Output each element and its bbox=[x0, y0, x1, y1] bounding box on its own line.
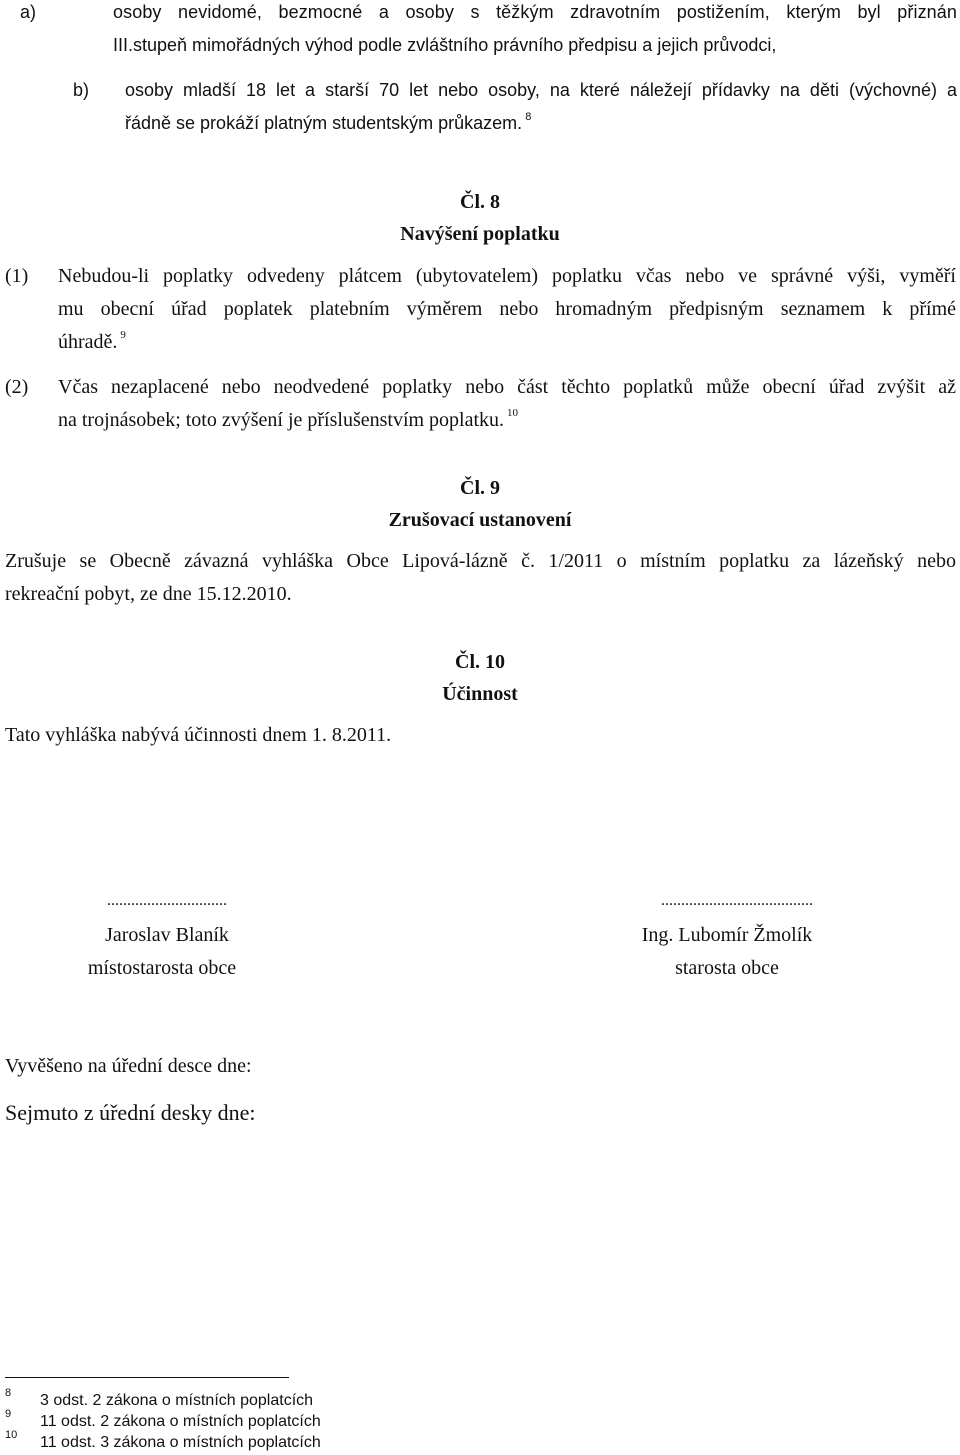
signatory-name: Ing. Lubomír Žmolík bbox=[641, 924, 813, 946]
footnote-separator bbox=[5, 1377, 289, 1378]
article-9-title: Zrušovací ustanovení bbox=[388, 509, 572, 531]
paragraph-line: mu obecní úřad poplatek platebním výměrem nebo hromadným předpisným seznamem k přímé bbox=[58, 298, 956, 320]
footnote-number: 8 bbox=[5, 1387, 12, 1399]
footnote-text: 11 odst. 2 zákona o místních poplatcích bbox=[40, 1413, 321, 1430]
signatory-role: místostarosta obce bbox=[87, 957, 237, 979]
removed-on-label: Sejmuto z úřední desky dne: bbox=[5, 1100, 256, 1125]
article-9-text-line1: Zrušuje se Obecně závazná vyhláška Obce Lipová-lázně č. 1/2011 o místním poplatku za lázeňský nebo bbox=[5, 550, 956, 572]
list-marker-a: a) bbox=[20, 2, 37, 22]
article-9-number: Čl. 9 bbox=[460, 477, 500, 499]
posted-on-label: Vyvěšeno na úřední desce dne: bbox=[5, 1055, 252, 1077]
list-text-b-line1: osoby mladší 18 let a starší 70 let nebo osoby, na které náležejí přídavky na děti (výchovné) a bbox=[125, 80, 957, 100]
list-text-a-line1: osoby nevidomé, bezmocné a osoby s těžkým zdravotním postižením, kterým byl přiznán bbox=[113, 2, 957, 22]
list-text-b-line2: řádně se prokáží platným studentským průkazem. $^8$ bbox=[125, 111, 532, 133]
signatory-role: starosta obce bbox=[675, 957, 779, 979]
signature-line: .............................. bbox=[107, 892, 227, 909]
article-10-text: Tato vyhláška nabývá účinnosti dnem 1. 8.2011. bbox=[5, 724, 392, 746]
list-text-a-line2: III.stupeň mimořádných výhod podle zvláštního právního předpisu a jejich průvodci, bbox=[113, 35, 777, 55]
paragraph-line: Nebudou-li poplatky odvedeny plátcem (ubytovatelem) poplatku včas nebo ve správné výši, vyměří bbox=[58, 265, 956, 287]
article-10-number: Čl. 10 bbox=[455, 651, 505, 673]
paragraph-line: Včas nezaplacené nebo neodvedené poplatky nebo část těchto poplatků může obecní úřad zvýšit až bbox=[58, 376, 956, 398]
footnote-text: 3 odst. 2 zákona o místních poplatcích bbox=[40, 1392, 314, 1409]
paragraph-line: na trojnásobek; toto zvýšení je příslušenstvím poplatku. $^{10}$ bbox=[58, 407, 519, 431]
article-9-text-line2: rekreační pobyt, ze dne 15.12.2010. bbox=[5, 583, 292, 605]
article-8-number: Čl. 8 bbox=[460, 191, 500, 213]
footnote-text: 11 odst. 3 zákona o místních poplatcích bbox=[40, 1434, 321, 1451]
article-10-title: Účinnost bbox=[442, 683, 518, 705]
signatory-name: Jaroslav Blaník bbox=[105, 924, 229, 946]
footnote-number: 10 bbox=[5, 1429, 18, 1441]
paragraph-marker: (2) bbox=[5, 376, 29, 398]
paragraph-line: úhradě. $^9$ bbox=[58, 329, 126, 353]
article-8-title: Navýšení poplatku bbox=[400, 223, 560, 245]
footnote-ref: 9 bbox=[120, 329, 126, 341]
list-marker-b: b) bbox=[73, 80, 90, 100]
footnote-number: 9 bbox=[5, 1408, 12, 1420]
footnote-ref: 8 bbox=[525, 111, 532, 123]
paragraph-marker: (1) bbox=[5, 265, 29, 287]
signature-line: ...................................... bbox=[661, 892, 813, 909]
footnote-ref: 10 bbox=[507, 407, 519, 419]
